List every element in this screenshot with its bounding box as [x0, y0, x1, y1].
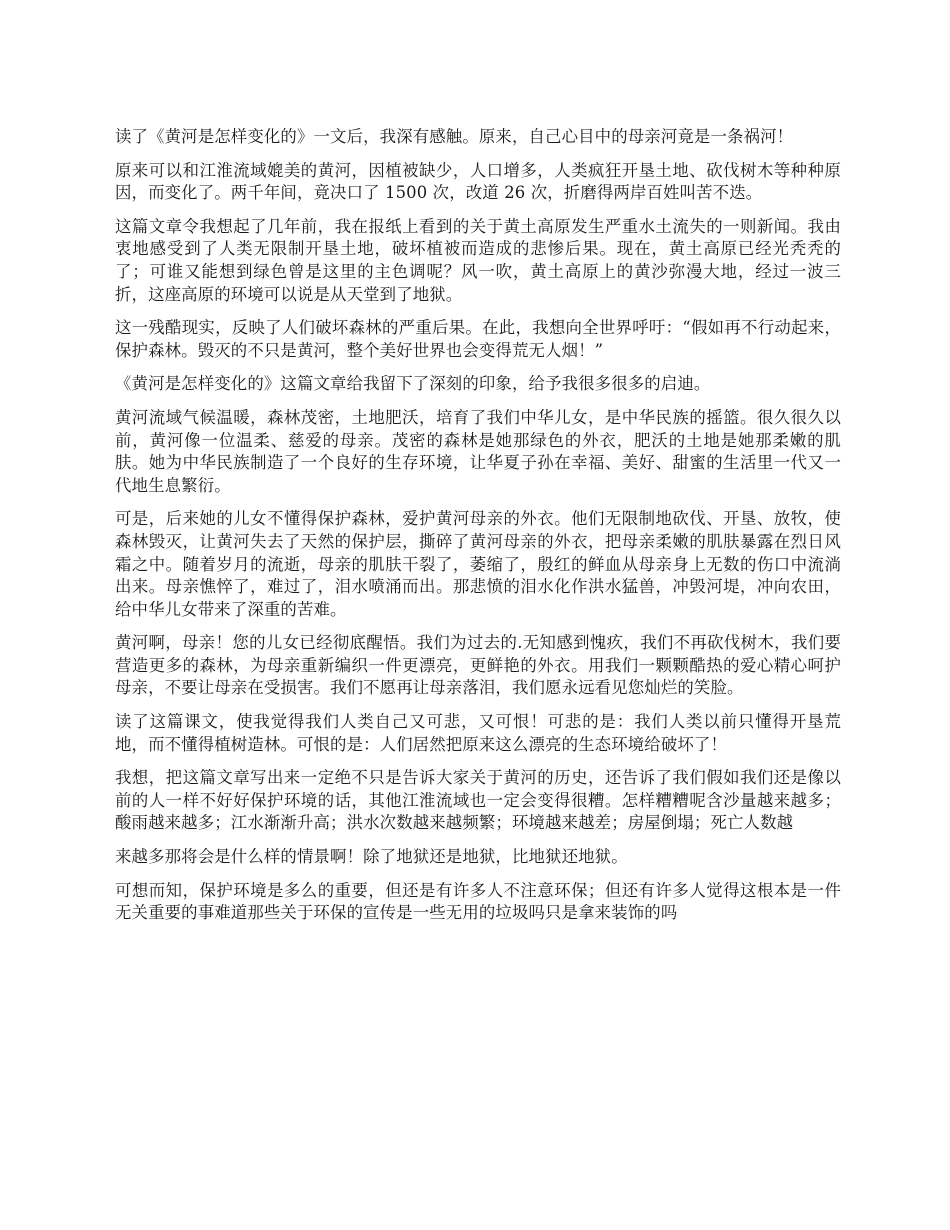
- paragraph-9: 读了这篇课文，使我觉得我们人类自己又可悲，又可恨！可悲的是：我们人类以前只懂得开垦荒地，而不懂得植树造林。可恨的是：人们居然把原来这么漂亮的生态环境给破坏了！: [115, 712, 841, 754]
- document-page: [115, 126, 841, 936]
- paragraph-6: 黄河流域气候温暖，森林茂密，土地肥沃，培育了我们中华儿女，是中华民族的摇篮。很久很久以前，黄河像一位温柔、慈爱的母亲。茂密的森林是她那绿色的外衣，肥沃的土地是她那柔嫩的肌肤。她为中华民族制造了一个良好的生存环境，让华夏子孙在幸福、美好、甜蜜的生活里一代又一代地生息繁衍。: [115, 407, 841, 495]
- paragraph-3: 这篇文章令我想起了几年前，我在报纸上看到的关于黄土高原发生严重水土流失的一则新闻。我由衷地感受到了人类无限制开垦土地，破坏植被而造成的悲惨后果。现在，黄土高原已经光秃秃的了；可谁又能想到绿色曾是这里的主色调呢？风一吹，黄土高原上的黄沙弥漫大地，经过一波三折，这座高原的环境可以说是从天堂到了地狱。: [115, 216, 841, 304]
- paragraph-12: 可想而知，保护环境是多么的重要，但还是有许多人不注意环保；但还有许多人觉得这根本是一件无关重要的事难道那些关于环保的宣传是一些无用的垃圾吗只是拿来装饰的吗: [115, 880, 841, 923]
- paragraph-5: 《黄河是怎样变化的》这篇文章给我留下了深刻的印象，给予我很多很多的启迪。: [115, 374, 711, 394]
- paragraph-2: 原来可以和江淮流域媲美的黄河，因植被缺少，人口增多，人类疯狂开垦土地、砍伐树木等种种原因，而变化了。两千年间，竟决口了 1500 次，改道 26 次，折磨得两岸百姓叫苦不迭。: [115, 160, 841, 203]
- paragraph-10: 我想，把这篇文章写出来一定绝不只是告诉大家关于黄河的历史，还告诉了我们假如我们还是像以前的人一样不好好保护环境的话，其他江淮流域也一定会变得很糟。怎样糟糟呢含沙量越来越多；酸雨越来越多；江水渐渐升高；洪水次数越来越频繁；环境越来越差；房屋倒塌；死亡人数越: [115, 768, 841, 833]
- paragraph-7: 可是，后来她的儿女不懂得保护森林，爱护黄河母亲的外衣。他们无限制地砍伐、开垦、放牧，使森林毁灭，让黄河失去了天然的保护层，撕碎了黄河母亲的外衣，把母亲柔嫩的肌肤暴露在烈日风霜之中。随着岁月的流逝，母亲的肌肤干裂了，萎缩了，殷红的鲜血从母亲身上无数的伤口中流淌出来。母亲憔悴了，难过了，泪水喷涌而出。那悲愤的泪水化作洪水猛兽，冲毁河堤，冲向农田，给中华儿女带来了深重的苦难。: [115, 509, 841, 619]
- paragraph-1: 读了《黄河是怎样变化的》一文后，我深有感触。原来，自己心目中的母亲河竟是一条祸河！: [115, 127, 794, 146]
- paragraph-8: 黄河啊，母亲！您的儿女已经彻底醒悟。我们为过去的.无知感到愧疚，我们不再砍伐树木，我们要营造更多的森林，为母亲重新编织一件更漂亮，更鲜艳的外衣。用我们一颗颗酷热的爱心精心呵护母亲，不要让母亲在受损害。我们不愿再让母亲落泪，我们愿永远看见您灿烂的笑脸。: [115, 633, 841, 698]
- paragraph-11: 来越多那将会是什么样的情景啊！除了地狱还是地狱，比地狱还地狱。: [115, 847, 628, 867]
- paragraph-4: 这一残酷现实，反映了人们破坏森林的严重后果。在此，我想向全世界呼吁：“假如再不行动起来，保护森林。毁灭的不只是黄河，整个美好世界也会变得荒无人烟！”: [115, 318, 841, 360]
